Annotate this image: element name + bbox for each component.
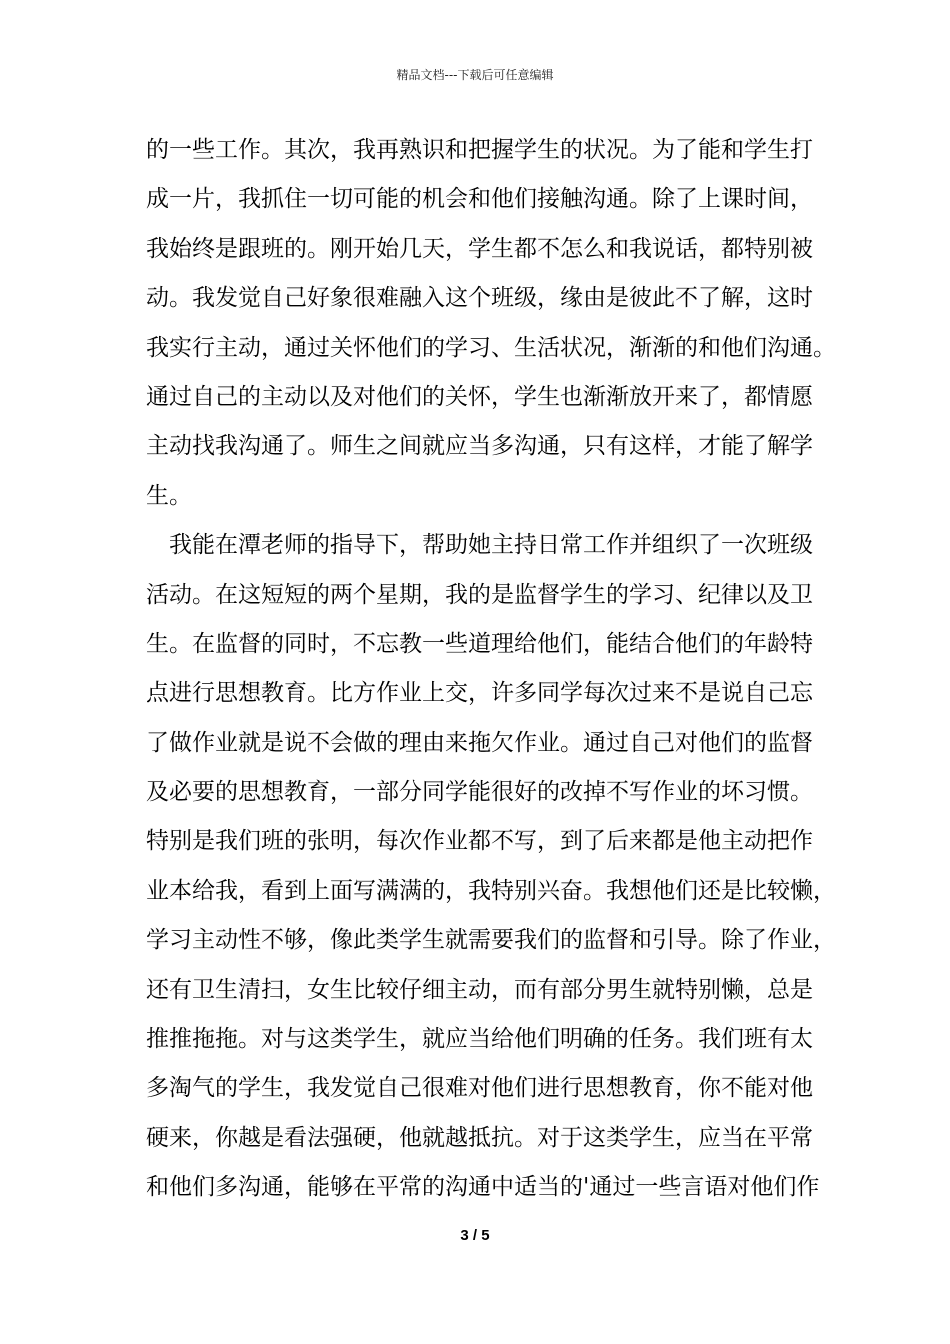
document-body — [146, 126, 836, 1213]
text-line: 及必要的思想教育，一部分同学能很好的改掉不写作业的坏习惯。 — [146, 779, 813, 806]
text-line: 多淘气的学生，我发觉自己很难对他们进行思想教育，你不能对他 — [146, 1075, 813, 1102]
text-line: 了做作业就是说不会做的理由来拖欠作业。通过自己对他们的监督 — [146, 729, 813, 756]
text-line: 的一些工作。其次，我再熟识和把握学生的状况。为了能和学生打 — [146, 137, 813, 163]
text-line: 还有卫生清扫，女生比较仔细主动，而有部分男生就特别懒，总是 — [146, 976, 813, 1003]
text-line: 学习主动性不够，像此类学生就需要我们的监督和引导。除了作业， — [146, 927, 836, 954]
text-line: 成一片，我抓住一切可能的机会和他们接触沟通。除了上课时间， — [146, 186, 813, 213]
text-line: 动。我发觉自己好象很难融入这个班级，缘由是彼此不了解，这时 — [146, 285, 813, 312]
text-line: 主动找我沟通了。师生之间就应当多沟通，只有这样，才能了解学 — [146, 433, 813, 460]
text-line: 和他们多沟通，能够在平常的沟通中适当的'通过一些言语对他们作 — [146, 1174, 820, 1201]
text-line: 硬来，你越是看法强硬，他就越抵抗。对于这类学生，应当在平常 — [146, 1124, 813, 1151]
paragraph-start-line: 我能在潭老师的指导下，帮助她主持日常工作并组织了一次班级 — [169, 532, 813, 559]
text-line: 我实行主动，通过关怀他们的学习、生活状况，渐渐的和他们沟通。 — [146, 334, 836, 361]
text-line: 我始终是跟班的。刚开始几天，学生都不怎么和我说话，都特别被 — [146, 235, 813, 262]
text-line: 特别是我们班的张明，每次作业都不写，到了后来都是他主动把作 — [146, 828, 813, 855]
text-line: 推推拖拖。对与这类学生，就应当给他们明确的任务。我们班有太 — [146, 1026, 813, 1053]
text-line: 业本给我，看到上面写满满的，我特别兴奋。我想他们还是比较懒， — [146, 877, 836, 904]
text-line: 活动。在这短短的两个星期，我的是监督学生的学习、纪律以及卫 — [146, 581, 813, 608]
page-number: 3 / 5 — [460, 1227, 490, 1244]
text-line: 生。在监督的同时，不忘教一些道理给他们，能结合他们的年龄特 — [146, 630, 813, 657]
text-line: 通过自己的主动以及对他们的关怀，学生也渐渐放开来了，都情愿 — [146, 383, 813, 410]
text-line: 点进行思想教育。比方作业上交，许多同学每次过来不是说自己忘 — [146, 680, 813, 707]
page-header: 精品文档---下载后可任意编辑 — [396, 68, 554, 82]
text-line: 生。 — [146, 482, 192, 509]
